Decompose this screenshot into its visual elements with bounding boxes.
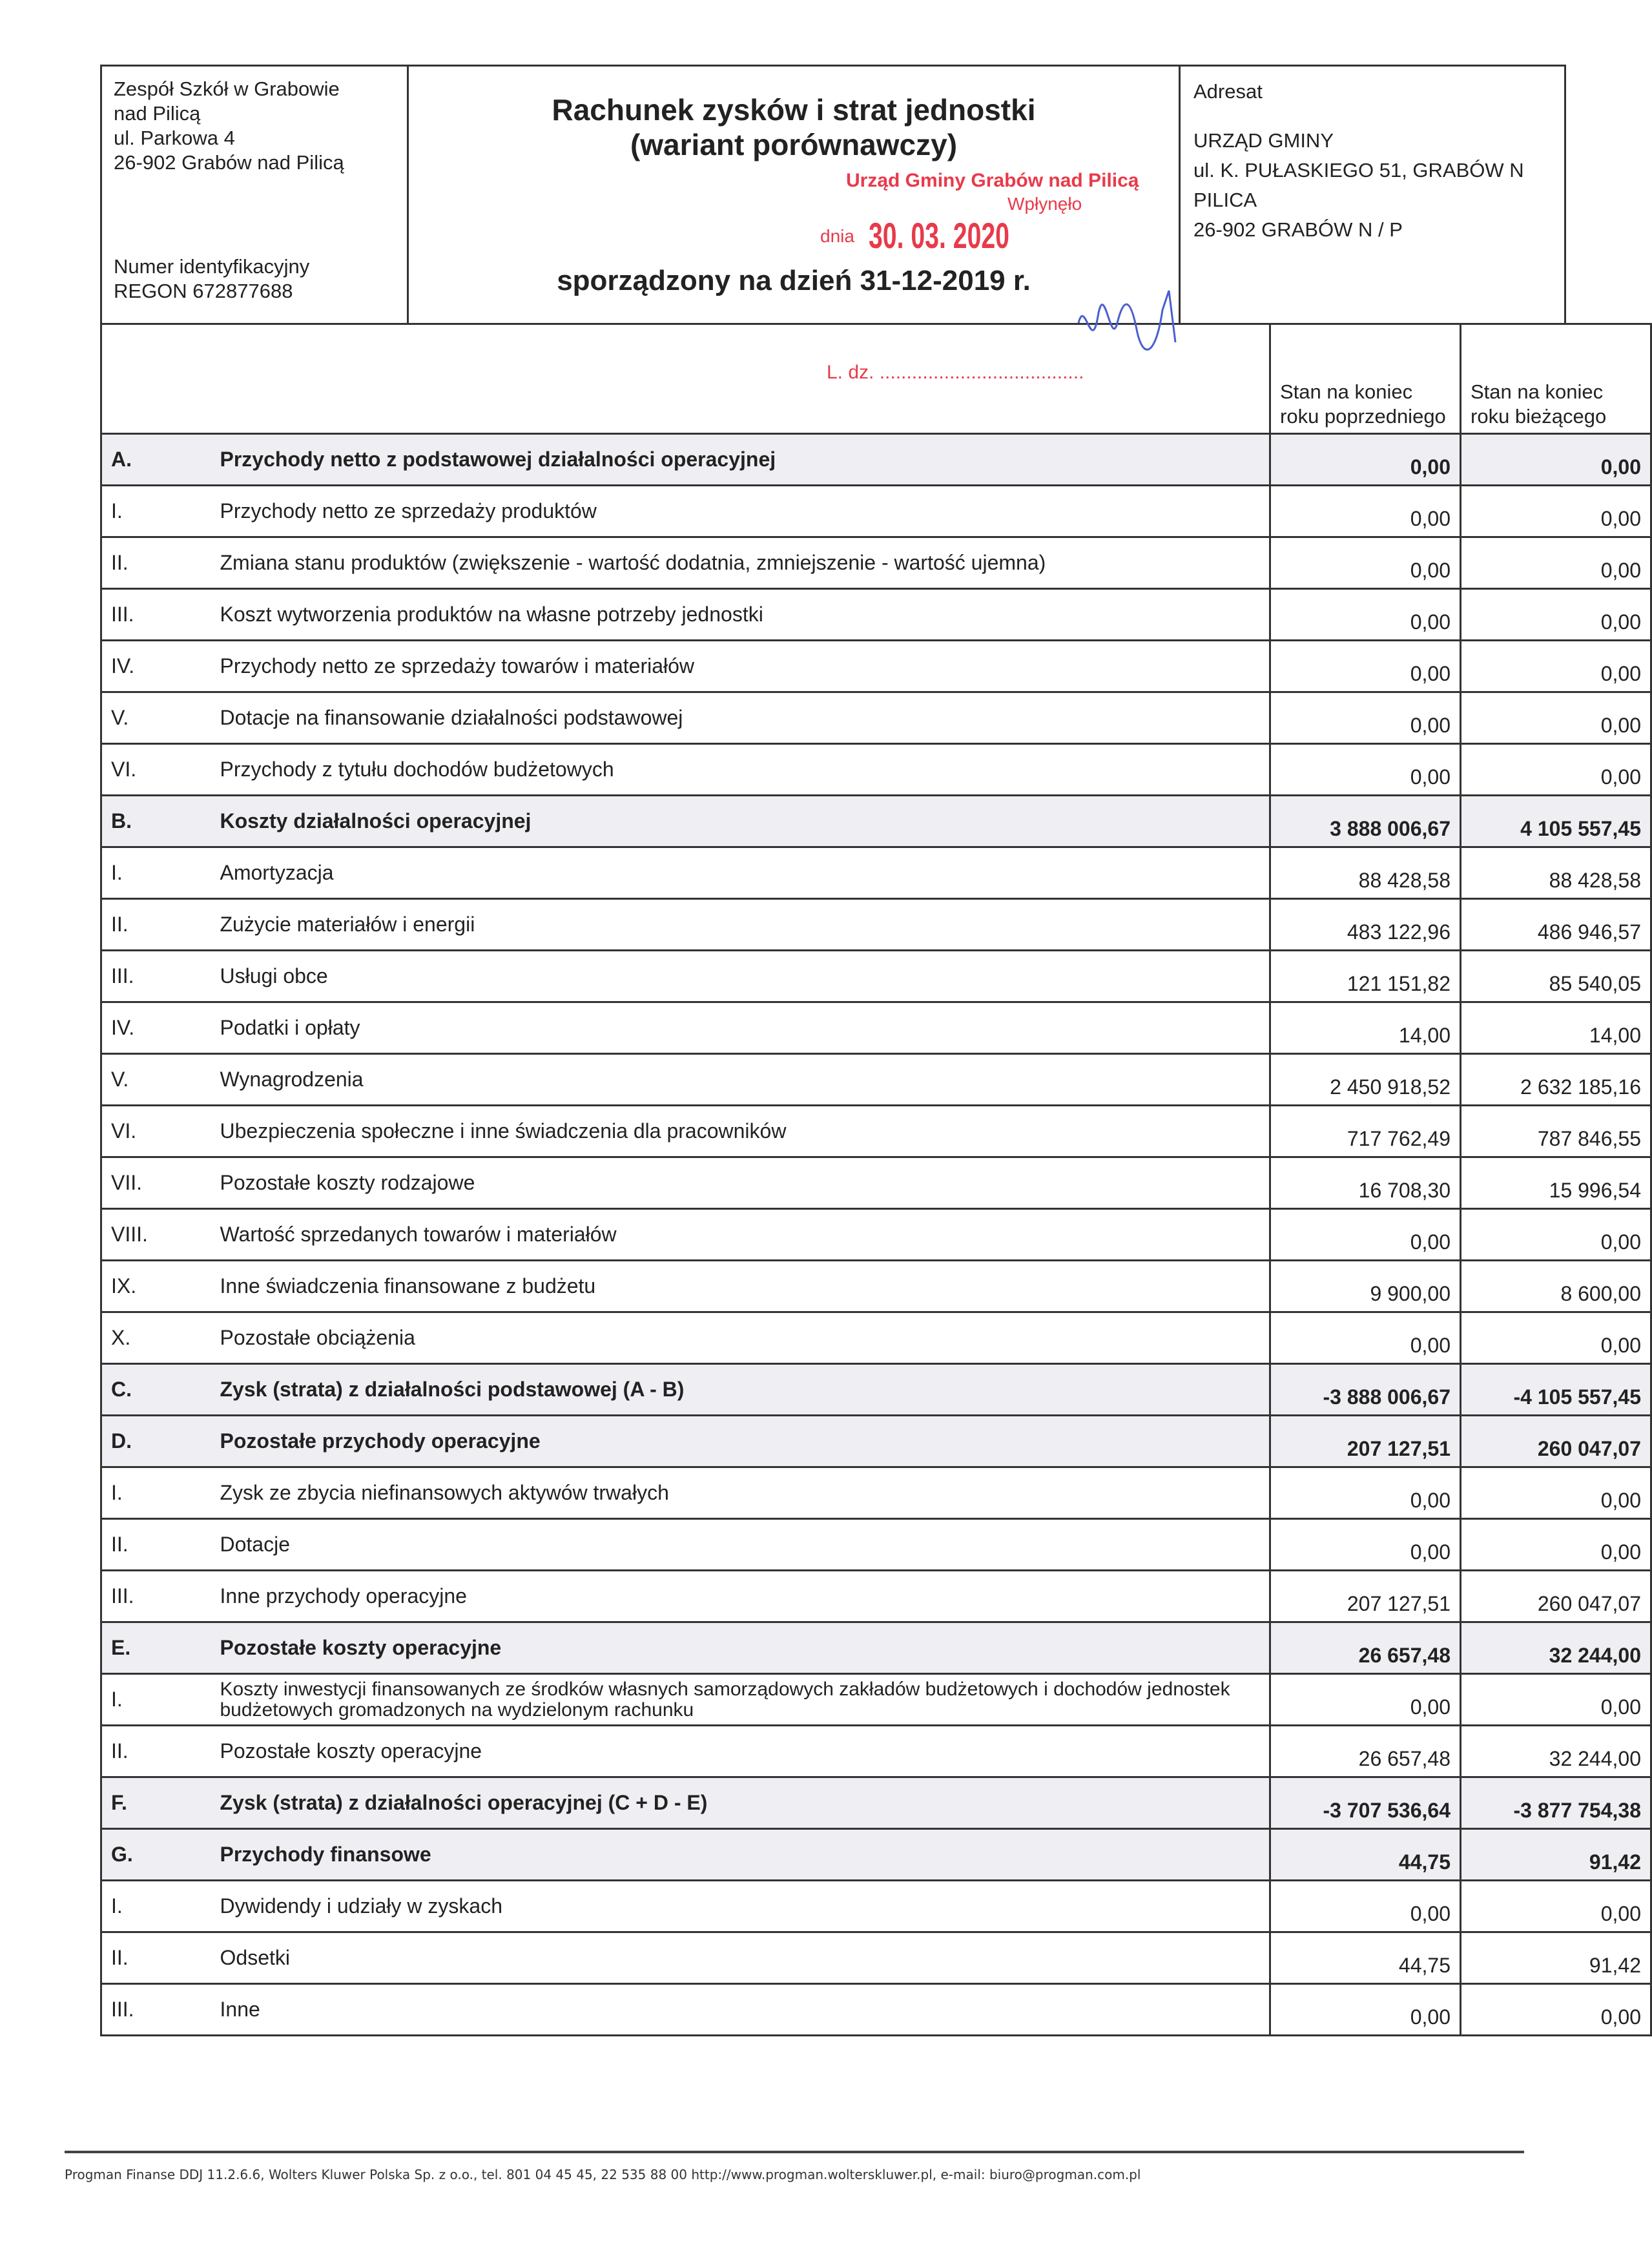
row-curr-value: 91,42 xyxy=(1461,1932,1651,1984)
row-name: Pozostałe koszty rodzajowe xyxy=(211,1157,1270,1209)
row-prev-value: 0,00 xyxy=(1270,537,1461,589)
row-name: Zysk ze zbycia niefinansowych aktywów trwałych xyxy=(211,1467,1270,1519)
table-row xyxy=(101,692,1651,744)
row-name: Inne xyxy=(211,1984,1270,2036)
row-name: Amortyzacja xyxy=(211,847,1270,899)
table-row xyxy=(101,744,1651,796)
row-code: D. xyxy=(101,1416,211,1467)
row-curr-value: 0,00 xyxy=(1461,692,1651,744)
row-prev-value: 121 151,82 xyxy=(1270,951,1461,1002)
row-curr-value: 0,00 xyxy=(1461,1312,1651,1364)
table-row xyxy=(101,899,1651,951)
stamp-ldz: L. dz. ...................................... xyxy=(827,362,1084,383)
table-row xyxy=(101,1106,1651,1157)
table-row xyxy=(101,641,1651,692)
row-curr-value: 32 244,00 xyxy=(1461,1726,1651,1777)
row-code: V. xyxy=(101,692,211,744)
addressee-name: URZĄD GMINY xyxy=(1193,129,1334,152)
unit-city: 26-902 Grabów nad Pilicą xyxy=(114,151,344,174)
table-row xyxy=(101,1467,1651,1519)
row-code: IX. xyxy=(101,1261,211,1312)
document-subtitle: (wariant porównawczy) xyxy=(630,128,958,161)
row-code: A. xyxy=(101,434,211,486)
table-row xyxy=(101,589,1651,641)
row-name: Przychody netto ze sprzedaży produktów xyxy=(211,486,1270,537)
section-row xyxy=(101,796,1651,847)
row-code: IV. xyxy=(101,641,211,692)
table-row xyxy=(101,1984,1651,2036)
stamp-office: Urząd Gminy Grabów nad Pilicą xyxy=(846,170,1139,191)
addressee-town: PILICA xyxy=(1193,189,1257,211)
row-code: III. xyxy=(101,1984,211,2036)
row-code: II. xyxy=(101,1932,211,1984)
row-name: Odsetki xyxy=(211,1932,1270,1984)
row-curr-value: 32 244,00 xyxy=(1461,1622,1651,1674)
stamp-received: Wpłynęło xyxy=(1007,194,1082,214)
row-prev-value: 0,00 xyxy=(1270,692,1461,744)
table-row xyxy=(101,1881,1651,1932)
row-curr-value: 260 047,07 xyxy=(1461,1416,1651,1467)
row-curr-value: 88 428,58 xyxy=(1461,847,1651,899)
row-prev-value: 0,00 xyxy=(1270,641,1461,692)
section-row xyxy=(101,1416,1651,1467)
section-row xyxy=(101,1622,1651,1674)
row-prev-value: 0,00 xyxy=(1270,486,1461,537)
row-code: II. xyxy=(101,1726,211,1777)
addressee-cell xyxy=(1181,67,1564,323)
row-name: Pozostałe koszty operacyjne xyxy=(211,1726,1270,1777)
footer-divider xyxy=(65,2151,1524,2153)
document-header xyxy=(100,65,1566,323)
row-curr-value: 0,00 xyxy=(1461,641,1651,692)
row-name: Przychody netto ze sprzedaży towarów i materiałów xyxy=(211,641,1270,692)
row-code: I. xyxy=(101,1674,211,1726)
table-row xyxy=(101,486,1651,537)
row-prev-value: -3 888 006,67 xyxy=(1270,1364,1461,1416)
row-curr-value: 0,00 xyxy=(1461,1674,1651,1726)
row-code: G. xyxy=(101,1829,211,1881)
row-name: Zużycie materiałów i energii xyxy=(211,899,1270,951)
row-code: III. xyxy=(101,1571,211,1622)
row-curr-value: 14,00 xyxy=(1461,1002,1651,1054)
row-name: Wynagrodzenia xyxy=(211,1054,1270,1106)
row-name: Wartość sprzedanych towarów i materiałów xyxy=(211,1209,1270,1261)
row-prev-value: 0,00 xyxy=(1270,1312,1461,1364)
table-row xyxy=(101,537,1651,589)
regon: REGON 672877688 xyxy=(114,280,293,302)
row-curr-value: 4 105 557,45 xyxy=(1461,796,1651,847)
row-curr-value: 0,00 xyxy=(1461,434,1651,486)
row-name: Przychody z tytułu dochodów budżetowych xyxy=(211,744,1270,796)
row-curr-value: 787 846,55 xyxy=(1461,1106,1651,1157)
section-row xyxy=(101,1829,1651,1881)
addressee-street: ul. K. PUŁASKIEGO 51, GRABÓW N xyxy=(1193,159,1524,181)
row-curr-value: 2 632 185,16 xyxy=(1461,1054,1651,1106)
ident-label: Numer identyfikacyjny xyxy=(114,255,310,278)
table-row xyxy=(101,1312,1651,1364)
row-curr-value: 0,00 xyxy=(1461,1881,1651,1932)
table-row xyxy=(101,1209,1651,1261)
row-prev-value: 0,00 xyxy=(1270,434,1461,486)
table-row xyxy=(101,847,1651,899)
row-prev-value: 26 657,48 xyxy=(1270,1622,1461,1674)
row-curr-value: -4 105 557,45 xyxy=(1461,1364,1651,1416)
row-code: I. xyxy=(101,486,211,537)
row-code: I. xyxy=(101,1467,211,1519)
row-curr-value: -3 877 754,38 xyxy=(1461,1777,1651,1829)
row-name: Zysk (strata) z działalności operacyjnej (C + D - E) xyxy=(211,1777,1270,1829)
column-prev-year: Stan na koniec roku poprzedniego xyxy=(1270,324,1461,434)
row-curr-value: 0,00 xyxy=(1461,1519,1651,1571)
row-curr-value: 0,00 xyxy=(1461,486,1651,537)
stamp-date: 30. 03. 2020 xyxy=(869,215,1009,256)
row-curr-value: 8 600,00 xyxy=(1461,1261,1651,1312)
row-name: Dotacje na finansowanie działalności podstawowej xyxy=(211,692,1270,744)
row-prev-value: 0,00 xyxy=(1270,589,1461,641)
table-row xyxy=(101,1157,1651,1209)
row-name: Podatki i opłaty xyxy=(211,1002,1270,1054)
row-prev-value: 9 900,00 xyxy=(1270,1261,1461,1312)
unit-info xyxy=(102,67,409,323)
row-name: Koszty inwestycji finansowanych ze środków własnych samorządowych zakładów budżetowych i dochodów jednostek budżetowych gromadzonych na wydzielonym rachunku xyxy=(211,1674,1270,1726)
table-row xyxy=(101,1002,1651,1054)
table-row xyxy=(101,1726,1651,1777)
row-code: III. xyxy=(101,951,211,1002)
section-row xyxy=(101,1364,1651,1416)
document-date: sporządzony na dzień 31-12-2019 r. xyxy=(557,265,1031,296)
unit-ident xyxy=(114,254,309,304)
row-name: Przychody netto z podstawowej działalności operacyjnej xyxy=(211,434,1270,486)
row-code: II. xyxy=(101,1519,211,1571)
row-prev-value: 2 450 918,52 xyxy=(1270,1054,1461,1106)
row-name: Zmiana stanu produktów (zwiększenie - wartość dodatnia, zmniejszenie - wartość ujemna) xyxy=(211,537,1270,589)
table-row xyxy=(101,1674,1651,1726)
row-code: F. xyxy=(101,1777,211,1829)
row-name: Pozostałe przychody operacyjne xyxy=(211,1416,1270,1467)
row-curr-value: 0,00 xyxy=(1461,589,1651,641)
section-row xyxy=(101,1777,1651,1829)
row-prev-value: 0,00 xyxy=(1270,1209,1461,1261)
unit-name: Zespół Szkół w Grabowie xyxy=(114,78,340,100)
table-row xyxy=(101,1054,1651,1106)
footer-text: Progman Finanse DDJ 11.2.6.6, Wolters Kluwer Polska Sp. z o.o., tel. 801 04 45 45, 22 535 88 00 http://www.progman.wolterskluwer.pl, e-mail: biuro@progman.com.pl xyxy=(65,2167,1141,2182)
row-code: I. xyxy=(101,1881,211,1932)
row-curr-value: 15 996,54 xyxy=(1461,1157,1651,1209)
row-prev-value: 88 428,58 xyxy=(1270,847,1461,899)
table-row xyxy=(101,1932,1651,1984)
row-prev-value: 0,00 xyxy=(1270,1467,1461,1519)
signature xyxy=(1072,284,1201,362)
row-curr-value: 260 047,07 xyxy=(1461,1571,1651,1622)
addressee-label: Adresat xyxy=(1193,80,1263,103)
row-prev-value: 14,00 xyxy=(1270,1002,1461,1054)
row-curr-value: 91,42 xyxy=(1461,1829,1651,1881)
row-prev-value: 0,00 xyxy=(1270,1881,1461,1932)
row-name: Dotacje xyxy=(211,1519,1270,1571)
row-code: C. xyxy=(101,1364,211,1416)
row-name: Przychody finansowe xyxy=(211,1829,1270,1881)
row-prev-value: 207 127,51 xyxy=(1270,1416,1461,1467)
row-code: VI. xyxy=(101,744,211,796)
row-name: Inne świadczenia finansowane z budżetu xyxy=(211,1261,1270,1312)
row-code: V. xyxy=(101,1054,211,1106)
row-name: Ubezpieczenia społeczne i inne świadczenia dla pracowników xyxy=(211,1106,1270,1157)
column-current-year: Stan na koniec roku bieżącego xyxy=(1461,324,1651,434)
stamp-dnia: dnia xyxy=(820,226,854,246)
row-name: Pozostałe obciążenia xyxy=(211,1312,1270,1364)
row-curr-value: 0,00 xyxy=(1461,1209,1651,1261)
row-name: Usługi obce xyxy=(211,951,1270,1002)
row-curr-value: 85 540,05 xyxy=(1461,951,1651,1002)
row-code: II. xyxy=(101,537,211,589)
row-name: Inne przychody operacyjne xyxy=(211,1571,1270,1622)
row-code: VI. xyxy=(101,1106,211,1157)
row-prev-value: 44,75 xyxy=(1270,1829,1461,1881)
table-row xyxy=(101,1571,1651,1622)
row-name: Pozostałe koszty operacyjne xyxy=(211,1622,1270,1674)
row-curr-value: 0,00 xyxy=(1461,744,1651,796)
row-prev-value: 26 657,48 xyxy=(1270,1726,1461,1777)
row-prev-value: 207 127,51 xyxy=(1270,1571,1461,1622)
row-prev-value: 717 762,49 xyxy=(1270,1106,1461,1157)
row-code: VII. xyxy=(101,1157,211,1209)
row-code: B. xyxy=(101,796,211,847)
table-row xyxy=(101,1261,1651,1312)
row-name: Zysk (strata) z działalności podstawowej (A - B) xyxy=(211,1364,1270,1416)
row-prev-value: 0,00 xyxy=(1270,1519,1461,1571)
row-code: IV. xyxy=(101,1002,211,1054)
row-code: X. xyxy=(101,1312,211,1364)
row-curr-value: 0,00 xyxy=(1461,537,1651,589)
row-prev-value: 483 122,96 xyxy=(1270,899,1461,951)
row-prev-value: 3 888 006,67 xyxy=(1270,796,1461,847)
row-prev-value: -3 707 536,64 xyxy=(1270,1777,1461,1829)
section-row xyxy=(101,434,1651,486)
row-code: VIII. xyxy=(101,1209,211,1261)
unit-name-2: nad Pilicą xyxy=(114,102,201,125)
row-code: III. xyxy=(101,589,211,641)
table-row xyxy=(101,951,1651,1002)
row-code: II. xyxy=(101,899,211,951)
row-prev-value: 16 708,30 xyxy=(1270,1157,1461,1209)
addressee-city: 26-902 GRABÓW N / P xyxy=(1193,218,1403,241)
document-title: Rachunek zysków i strat jednostki xyxy=(552,93,1036,127)
row-name: Koszt wytworzenia produktów na własne potrzeby jednostki xyxy=(211,589,1270,641)
row-name: Dywidendy i udziały w zyskach xyxy=(211,1881,1270,1932)
row-prev-value: 0,00 xyxy=(1270,744,1461,796)
row-code: E. xyxy=(101,1622,211,1674)
unit-street: ul. Parkowa 4 xyxy=(114,127,235,149)
row-curr-value: 0,00 xyxy=(1461,1984,1651,2036)
income-statement-table xyxy=(100,323,1652,2036)
row-prev-value: 0,00 xyxy=(1270,1674,1461,1726)
row-prev-value: 0,00 xyxy=(1270,1984,1461,2036)
row-name: Koszty działalności operacyjnej xyxy=(211,796,1270,847)
row-curr-value: 0,00 xyxy=(1461,1467,1651,1519)
row-curr-value: 486 946,57 xyxy=(1461,899,1651,951)
row-code: I. xyxy=(101,847,211,899)
table-row xyxy=(101,1519,1651,1571)
row-prev-value: 44,75 xyxy=(1270,1932,1461,1984)
